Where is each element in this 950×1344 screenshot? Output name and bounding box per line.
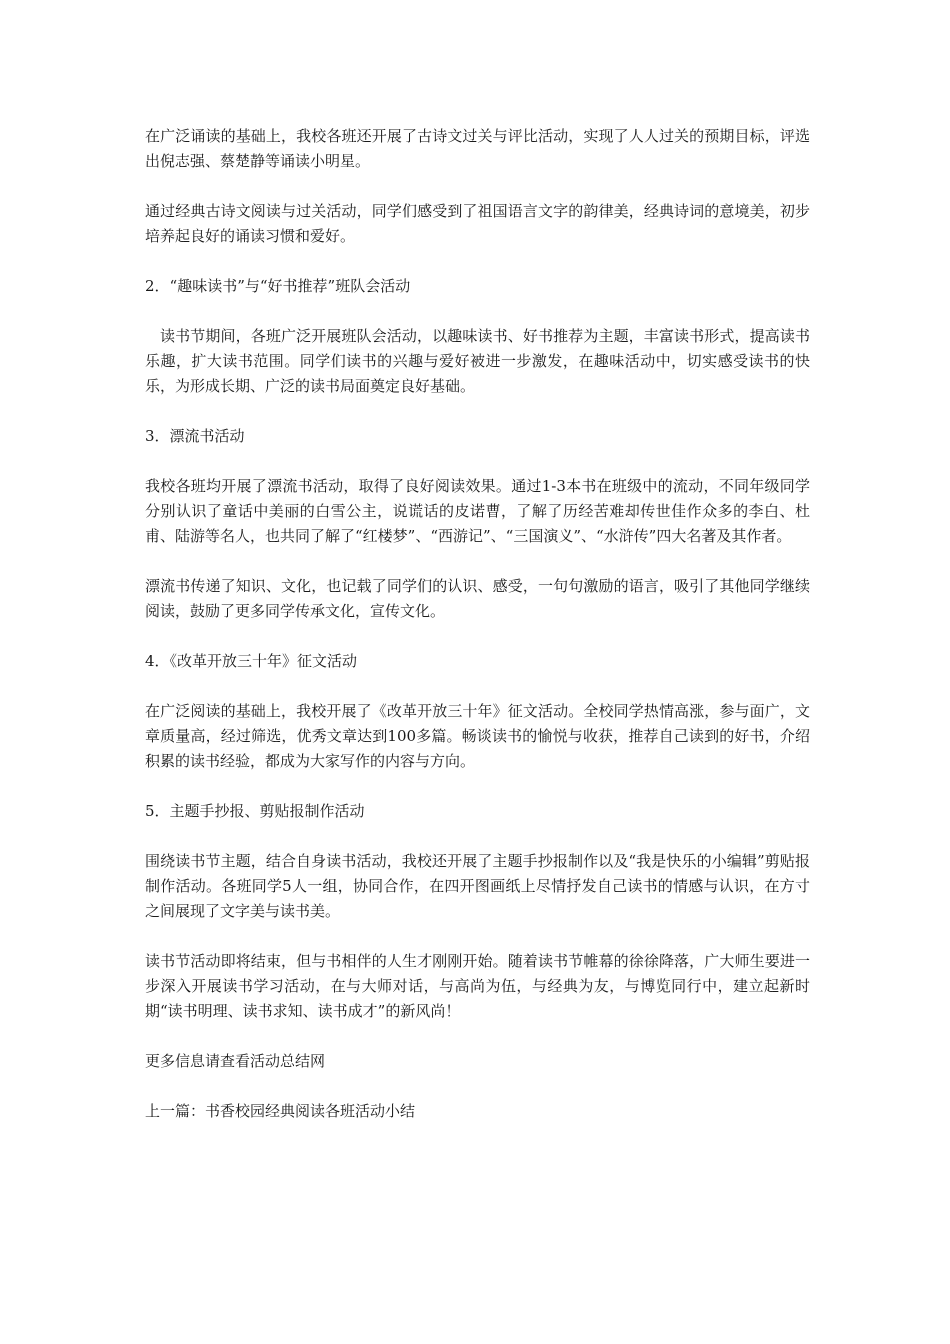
more-info-link-text[interactable]: 更多信息请查看活动总结网 [145,1052,326,1070]
section-heading-5: 5．主题手抄报、剪贴报制作活动 [145,802,365,820]
paragraph-drifting-books-effect: 漂流书传递了知识、文化，也记载了同学们的认识、感受，一句句激励的语言，吸引了其他同学继续阅读，鼓励了更多同学传承文化，宣传文化。 [145,577,810,620]
paragraph-class-meeting: 读书节期间，各班广泛开展班队会活动，以趣味读书、好书推荐为主题，丰富读书形式，提高读书乐趣，扩大读书范围。同学们读书的兴趣与爱好被进一步激发，在趣味活动中，切实感受读书的快乐，为形成长期、广泛的读书局面奠定良好基础。 [145,327,810,395]
paragraph-classic-poetry: 通过经典古诗文阅读与过关活动，同学们感受到了祖国语言文字的韵律美，经典诗词的意境美，初步培养起良好的诵读习惯和爱好。 [145,202,810,245]
paragraph-essay-contest: 在广泛阅读的基础上，我校开展了《改革开放三十年》征文活动。全校同学热情高涨，参与面广，文章质量高，经过筛选，优秀文章达到100多篇。畅谈读书的愉悦与收获，推荐自己读到的好书，介绍积累的读书经验，都成为大家写作的内容与方向。 [145,702,810,770]
previous-article-link-text[interactable]: 上一篇：书香校园经典阅读各班活动小结 [145,1102,416,1120]
paragraph-conclusion: 读书节活动即将结束，但与书相伴的人生才刚刚开始。随着读书节帷幕的徐徐降落，广大师生要进一步深入开展读书学习活动，在与大师对话，与高尚为伍，与经典为友，与博览同行中，建立起新时期“读书明理、读书求知、读书成才”的新风尚！ [145,952,810,1020]
document-body [145,124,810,1149]
section-heading-3: 3．漂流书活动 [145,427,245,445]
previous-article-link[interactable] [145,1099,810,1124]
paragraph-recitation-evaluation: 在广泛诵读的基础上，我校各班还开展了古诗文过关与评比活动，实现了人人过关的预期目标，评选出倪志强、蔡楚静等诵读小明星。 [145,127,810,170]
more-info-link[interactable] [145,1049,810,1074]
paragraph-drifting-books: 我校各班均开展了漂流书活动，取得了良好阅读效果。通过1-3本书在班级中的流动，不同年级同学分别认识了童话中美丽的白雪公主，说谎话的皮诺曹，了解了历经苦难却传世佳作众多的李白、杜甫、陆游等名人，也共同了解了“红楼梦”、“西游记”、“三国演义”、“水浒传”四大名著及其作者。 [145,477,810,545]
section-heading-4: 4．《改革开放三十年》征文活动 [145,652,358,670]
paragraph-newspaper-making: 围绕读书节主题，结合自身读书活动，我校还开展了主题手抄报制作以及“我是快乐的小编辑”剪贴报制作活动。各班同学5人一组，协同合作，在四开图画纸上尽情抒发自己读书的情感与认识，在方寸之间展现了文字美与读书美。 [145,852,810,920]
section-heading-2: 2．“趣味读书”与“好书推荐”班队会活动 [145,277,411,295]
